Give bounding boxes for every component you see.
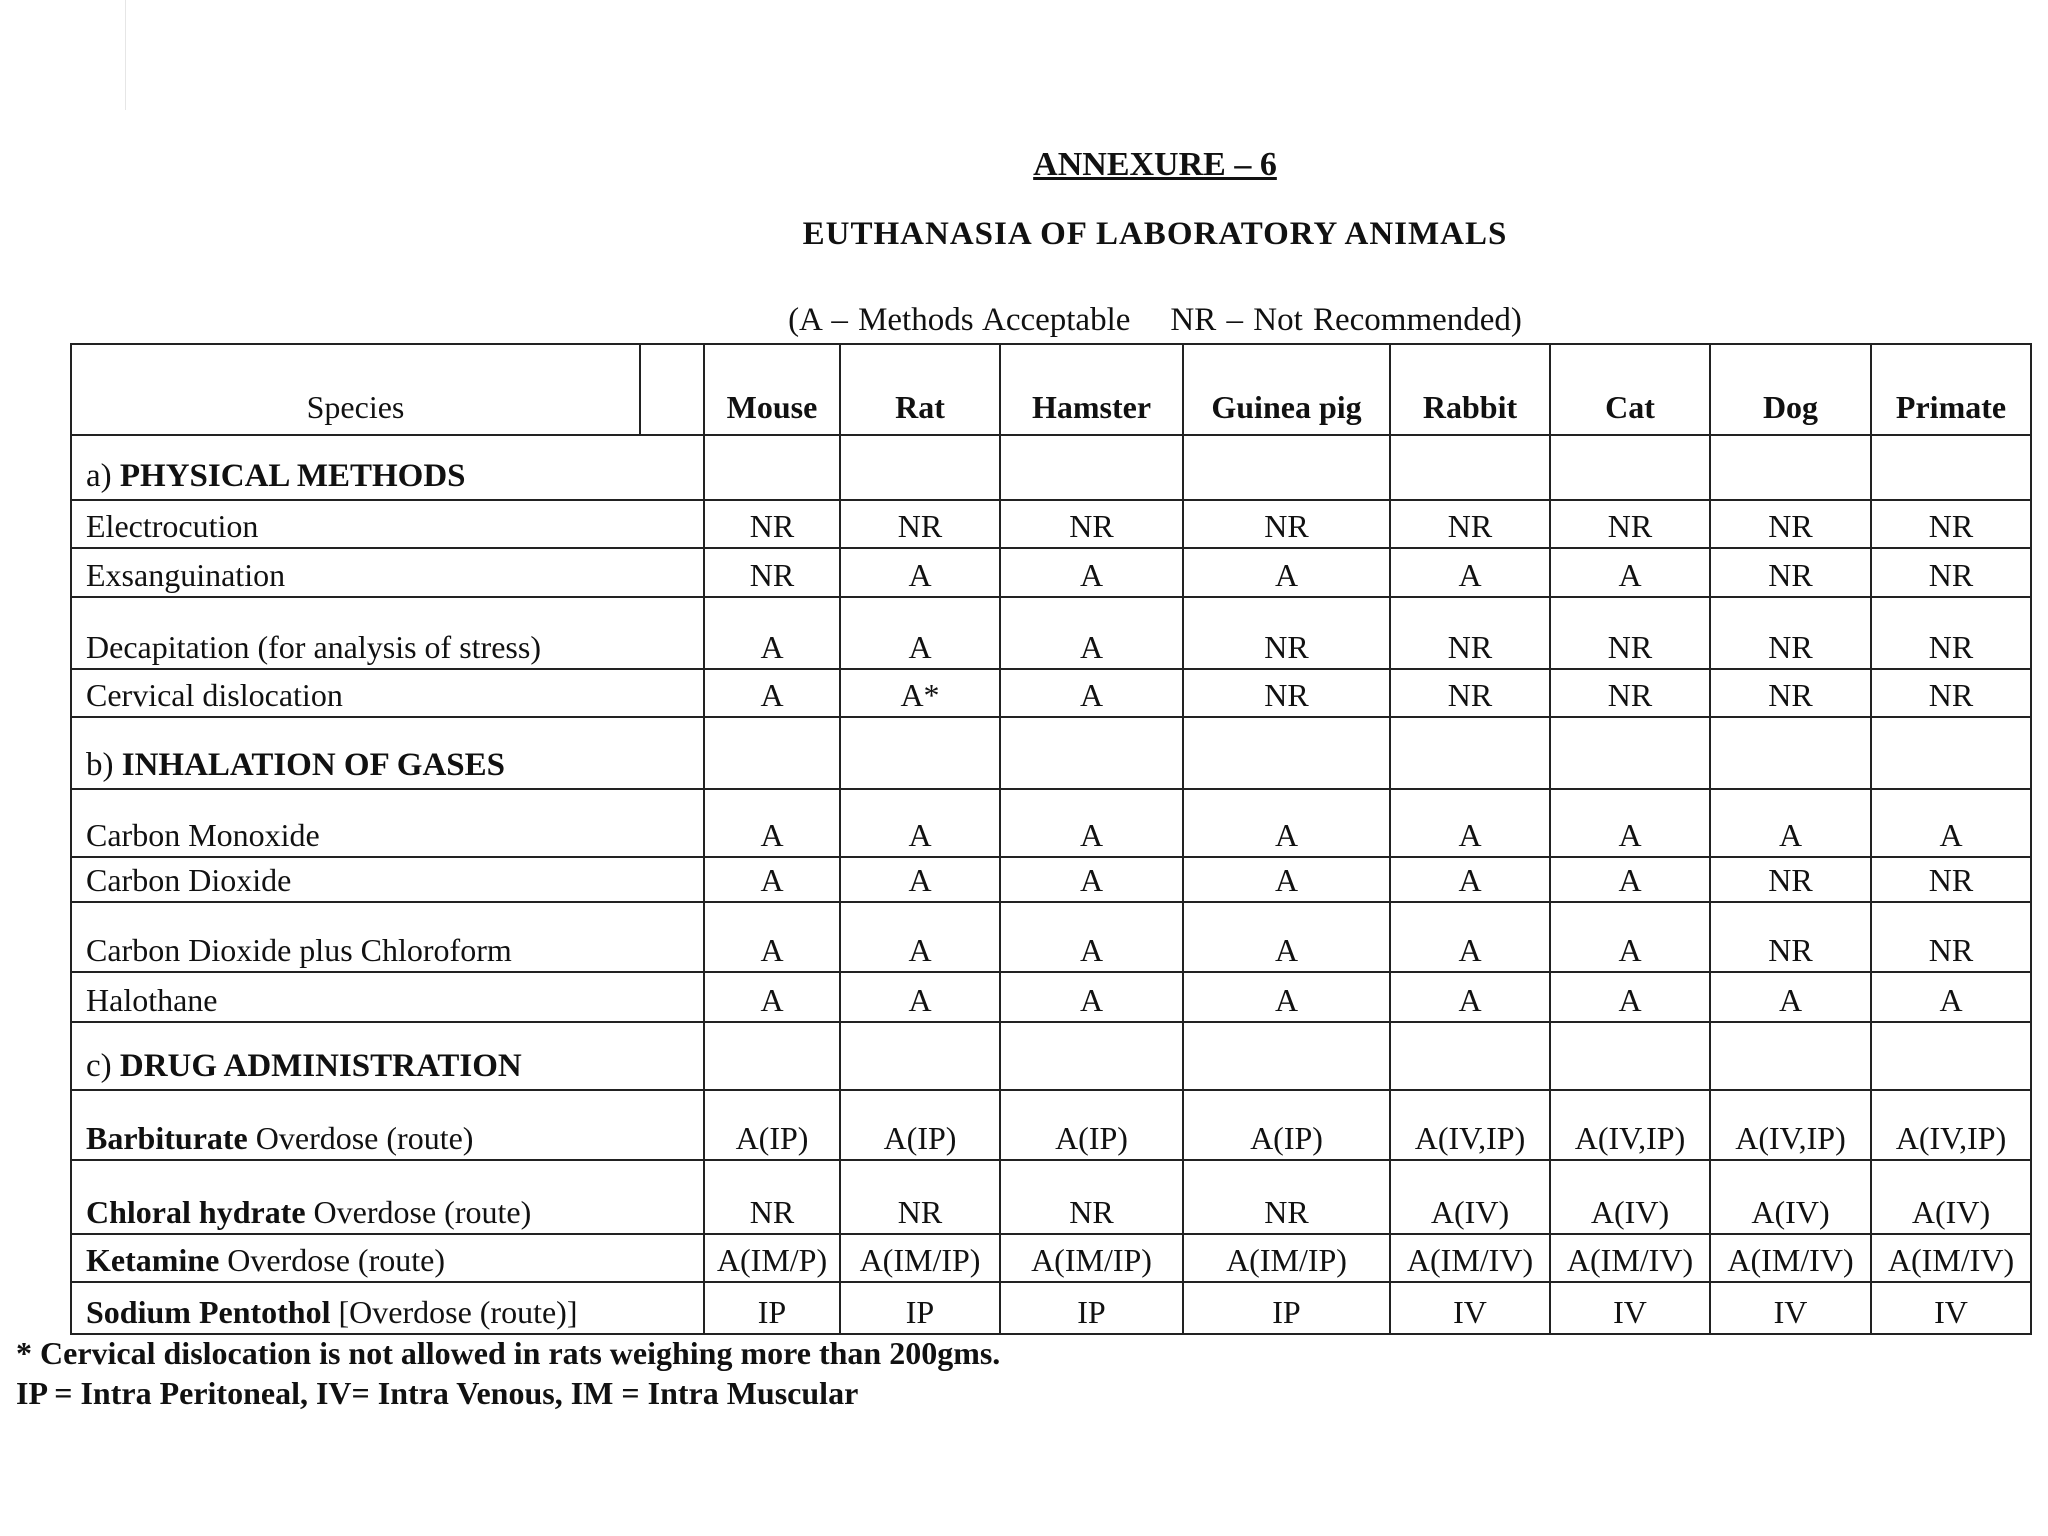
spacer-cell (640, 344, 704, 435)
value-cell: NR (1710, 857, 1871, 902)
value-cell: A(IM/IV) (1871, 1234, 2031, 1282)
annexure-heading: ANNEXURE – 6 (1033, 146, 1277, 183)
value-cell: NR (1710, 500, 1871, 548)
value-cell: NR (1183, 669, 1390, 717)
row-label: Carbon Dioxide (71, 857, 704, 902)
value-cell: IV (1871, 1282, 2031, 1334)
value-cell: A (840, 597, 1000, 669)
value-cell: A (1183, 857, 1390, 902)
row-label: Cervical dislocation (71, 669, 704, 717)
value-cell: NR (1871, 857, 2031, 902)
value-cell: NR (1550, 597, 1710, 669)
column-header: Hamster (1000, 344, 1183, 435)
value-cell: NR (704, 500, 840, 548)
value-cell: A (1550, 548, 1710, 597)
euthanasia-table (70, 343, 2032, 1335)
value-cell: NR (1871, 669, 2031, 717)
value-cell: A (1871, 789, 2031, 857)
legend (0, 302, 2048, 339)
value-cell: A (1710, 972, 1871, 1022)
value-cell: A(IV,IP) (1550, 1090, 1710, 1160)
value-cell: A (840, 548, 1000, 597)
table-row (71, 1090, 2031, 1160)
value-cell: A (1183, 972, 1390, 1022)
section-row (71, 1022, 2031, 1090)
value-cell: A (840, 789, 1000, 857)
value-cell: A (1000, 597, 1183, 669)
value-cell: A(IV) (1550, 1160, 1710, 1234)
value-cell: A (704, 857, 840, 902)
value-cell: NR (840, 500, 1000, 548)
value-cell: A (1390, 902, 1550, 972)
value-cell: A(IM/IP) (840, 1234, 1000, 1282)
value-cell: A (840, 972, 1000, 1022)
value-cell: A (704, 597, 840, 669)
table-row (71, 1282, 2031, 1334)
value-cell: NR (1390, 597, 1550, 669)
value-cell: A (1390, 972, 1550, 1022)
value-cell: A (1000, 548, 1183, 597)
value-cell: A (840, 857, 1000, 902)
section-row (71, 435, 2031, 500)
value-cell: A(IM/IP) (1000, 1234, 1183, 1282)
value-cell: A (1550, 902, 1710, 972)
value-cell: NR (1710, 902, 1871, 972)
value-cell: A(IP) (704, 1090, 840, 1160)
value-cell: A(IV,IP) (1871, 1090, 2031, 1160)
column-header: Rat (840, 344, 1000, 435)
value-cell: NR (1550, 669, 1710, 717)
value-cell: A (1000, 669, 1183, 717)
value-cell: A (1390, 789, 1550, 857)
value-cell: A (1183, 789, 1390, 857)
value-cell: NR (1000, 500, 1183, 548)
value-cell: A (1390, 857, 1550, 902)
value-cell: IV (1710, 1282, 1871, 1334)
value-cell: NR (1390, 669, 1550, 717)
footnote-abbreviations: IP = Intra Peritoneal, IV= Intra Venous, IM = Intra Muscular (16, 1375, 859, 1411)
legend-not-recommended: NR – Not Recommended) (1170, 302, 1522, 338)
row-label: Chloral hydrate Overdose (route) (71, 1160, 704, 1234)
value-cell: NR (1000, 1160, 1183, 1234)
row-label: Carbon Dioxide plus Chloroform (71, 902, 704, 972)
value-cell: A (704, 789, 840, 857)
value-cell: IP (840, 1282, 1000, 1334)
row-label: Carbon Monoxide (71, 789, 704, 857)
value-cell: A(IM/IV) (1550, 1234, 1710, 1282)
section-inhalation-of-gases: b) INHALATION OF GASES (71, 717, 704, 789)
value-cell: A (1550, 972, 1710, 1022)
value-cell: A (1183, 548, 1390, 597)
value-cell: IV (1390, 1282, 1550, 1334)
value-cell: A (1550, 857, 1710, 902)
value-cell: NR (1871, 548, 2031, 597)
table-row (71, 669, 2031, 717)
value-cell: A (704, 902, 840, 972)
legend-acceptable: (A – Methods Acceptable (788, 302, 1131, 338)
row-label: Electrocution (71, 500, 704, 548)
value-cell: IP (1000, 1282, 1183, 1334)
value-cell: NR (1871, 500, 2031, 548)
row-label: Barbiturate Overdose (route) (71, 1090, 704, 1160)
value-cell: A (1390, 548, 1550, 597)
value-cell: NR (1390, 500, 1550, 548)
value-cell: A (1000, 902, 1183, 972)
column-header: Rabbit (1390, 344, 1550, 435)
value-cell: NR (1183, 500, 1390, 548)
value-cell: A (1550, 789, 1710, 857)
header-row (71, 344, 2031, 435)
value-cell: NR (704, 1160, 840, 1234)
value-cell: A(IP) (840, 1090, 1000, 1160)
table-row (71, 1234, 2031, 1282)
row-label: Ketamine Overdose (route) (71, 1234, 704, 1282)
value-cell: A(IV,IP) (1390, 1090, 1550, 1160)
table-row (71, 972, 2031, 1022)
value-cell: A (1183, 902, 1390, 972)
value-cell: A (840, 902, 1000, 972)
column-header: Primate (1871, 344, 2031, 435)
value-cell: IP (1183, 1282, 1390, 1334)
footnote-cervical: * Cervical dislocation is not allowed in rats weighing more than 200gms. (16, 1335, 1001, 1371)
value-cell: A(IV) (1710, 1160, 1871, 1234)
value-cell: A(IV,IP) (1710, 1090, 1871, 1160)
value-cell: A (704, 669, 840, 717)
table-row (71, 857, 2031, 902)
value-cell: NR (1183, 1160, 1390, 1234)
table-row (71, 1160, 2031, 1234)
value-cell: NR (1183, 597, 1390, 669)
value-cell: A(IM/IP) (1183, 1234, 1390, 1282)
value-cell: NR (1871, 902, 2031, 972)
value-cell: NR (1710, 548, 1871, 597)
page-edge-rule (125, 0, 126, 110)
row-label: Halothane (71, 972, 704, 1022)
table-row (71, 548, 2031, 597)
value-cell: A(IP) (1183, 1090, 1390, 1160)
value-cell: NR (1871, 597, 2031, 669)
section-physical-methods: a) PHYSICAL METHODS (71, 435, 704, 500)
section-drug-administration: c) DRUG ADMINISTRATION (71, 1022, 704, 1090)
value-cell: A(IP) (1000, 1090, 1183, 1160)
value-cell: NR (1710, 597, 1871, 669)
column-header: Dog (1710, 344, 1871, 435)
value-cell: IV (1550, 1282, 1710, 1334)
row-label: Decapitation (for analysis of stress) (71, 597, 704, 669)
value-cell: A (1000, 857, 1183, 902)
value-cell: NR (1710, 669, 1871, 717)
page-title: EUTHANASIA OF LABORATORY ANIMALS (802, 216, 1508, 252)
value-cell: A (1871, 972, 2031, 1022)
value-cell: IP (704, 1282, 840, 1334)
table-row (71, 789, 2031, 857)
column-header: Cat (1550, 344, 1710, 435)
value-cell: A(IM/IV) (1390, 1234, 1550, 1282)
column-header: Mouse (704, 344, 840, 435)
value-cell: A* (840, 669, 1000, 717)
value-cell: A (1000, 789, 1183, 857)
species-header: Species (71, 344, 640, 435)
value-cell: A(IM/P) (704, 1234, 840, 1282)
column-header: Guinea pig (1183, 344, 1390, 435)
table-row (71, 500, 2031, 548)
value-cell: NR (1550, 500, 1710, 548)
value-cell: A(IM/IV) (1710, 1234, 1871, 1282)
table-row (71, 597, 2031, 669)
value-cell: NR (704, 548, 840, 597)
value-cell: A (704, 972, 840, 1022)
value-cell: A (1710, 789, 1871, 857)
row-label: Exsanguination (71, 548, 704, 597)
row-label: Sodium Pentothol [Overdose (route)] (71, 1282, 704, 1334)
value-cell: A (1000, 972, 1183, 1022)
value-cell: A(IV) (1390, 1160, 1550, 1234)
value-cell: A(IV) (1871, 1160, 2031, 1234)
value-cell: NR (840, 1160, 1000, 1234)
section-row (71, 717, 2031, 789)
table-row (71, 902, 2031, 972)
